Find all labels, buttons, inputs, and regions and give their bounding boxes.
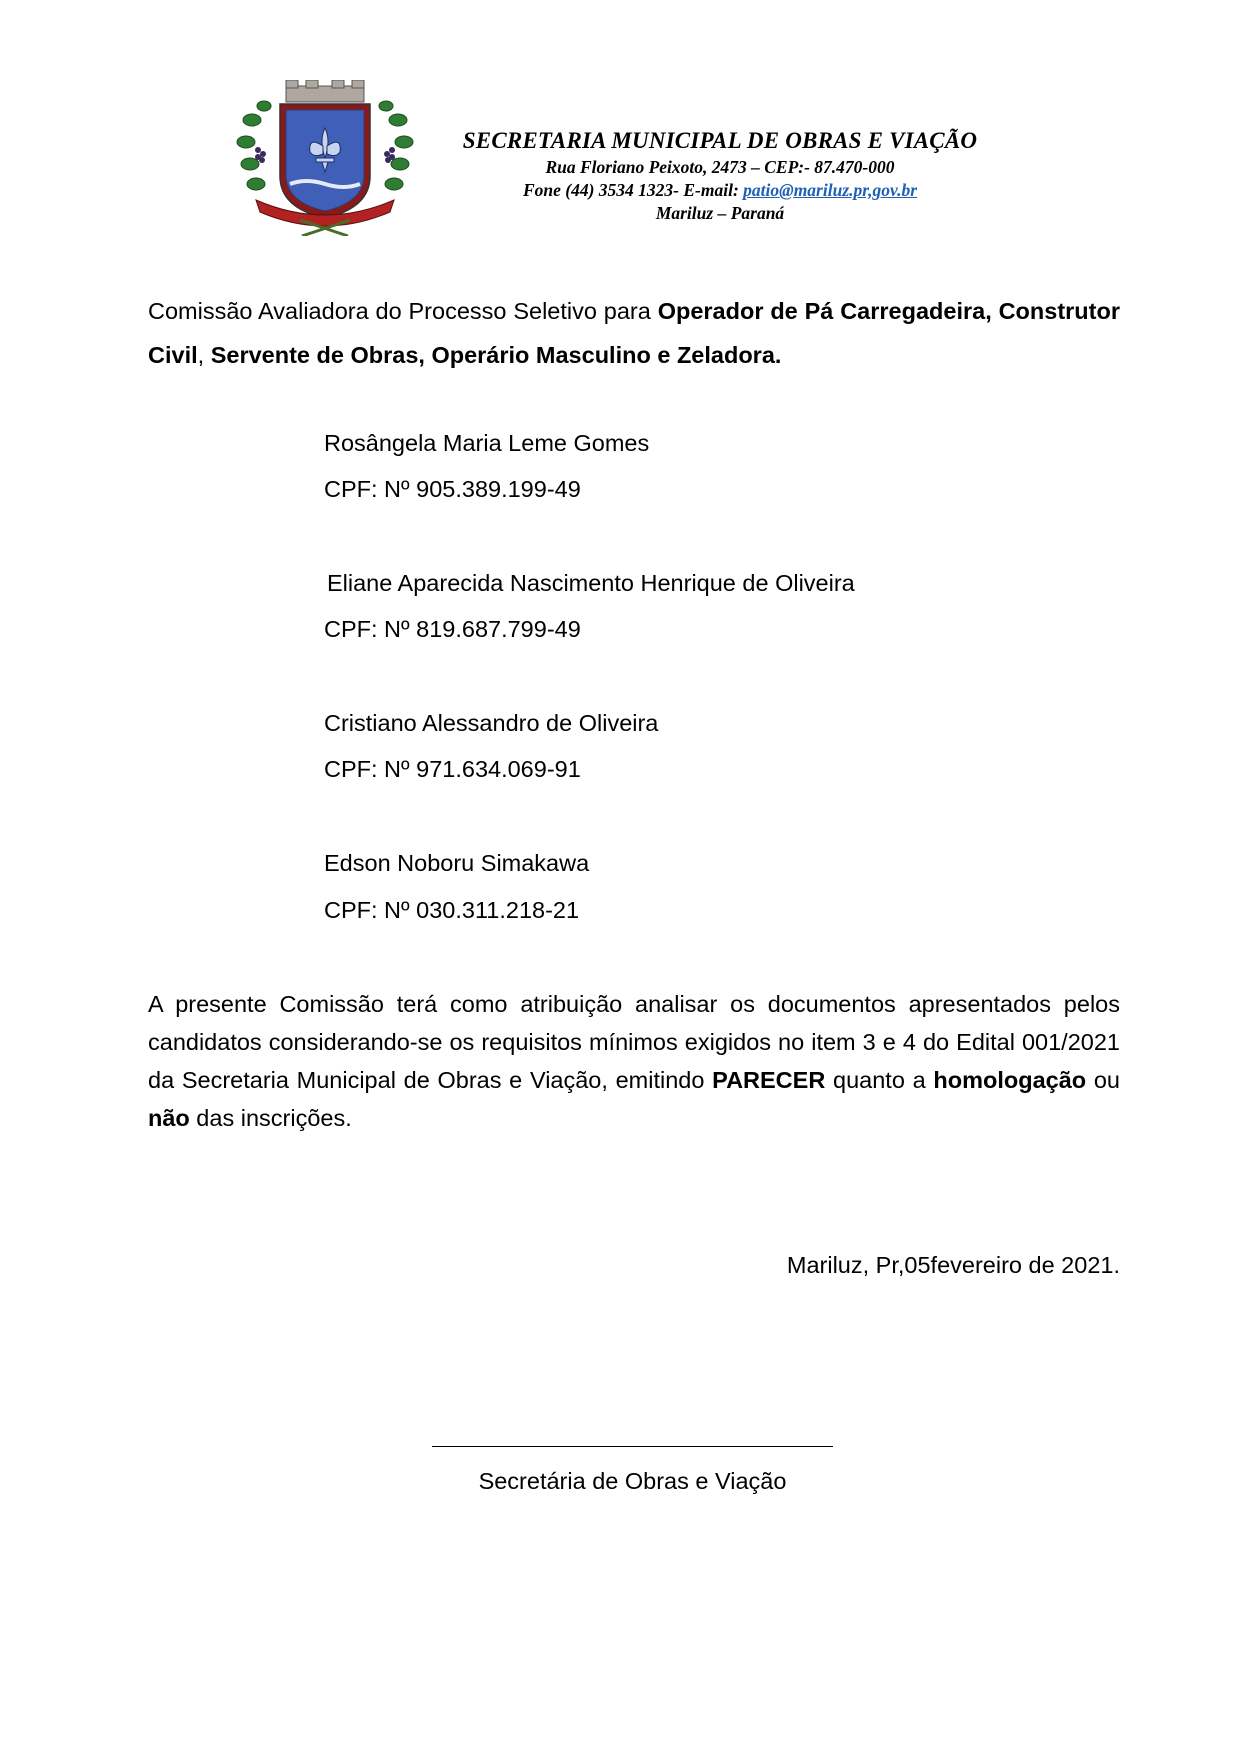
department-title: SECRETARIA MUNICIPAL DE OBRAS E VIAÇÃO bbox=[462, 128, 978, 153]
intro-text: Comissão Avaliadora do Processo Seletivo para bbox=[148, 298, 658, 324]
duties-text-4: das inscrições. bbox=[189, 1105, 352, 1131]
duties-parecer: PARECER bbox=[712, 1067, 826, 1093]
signature-line bbox=[432, 1446, 833, 1447]
municipal-crest-logo bbox=[236, 80, 414, 236]
intro-roles-1: Operador de Pá Carregadeira, Construtor Civil bbox=[148, 298, 1120, 368]
duties-text-2: quanto a bbox=[825, 1067, 934, 1093]
intro-paragraph bbox=[148, 289, 1120, 377]
member-name: Cristiano Alessandro de Oliveira bbox=[324, 710, 659, 736]
duties-text-3: ou bbox=[1086, 1067, 1120, 1093]
intro-roles-2: Servente de Obras, Operário Masculino e Zeladora bbox=[210, 342, 775, 368]
member-cpf: CPF: Nº 819.687.799-49 bbox=[324, 616, 581, 642]
member-cpf: CPF: Nº 030.311.218-21 bbox=[324, 897, 580, 923]
duties-paragraph bbox=[148, 985, 1120, 1137]
duties-homologacao: homologação bbox=[933, 1067, 1087, 1093]
document-date: Mariluz, Pr,05fevereiro de 2021. bbox=[786, 1252, 1120, 1278]
letterhead bbox=[400, 126, 1040, 225]
email-link[interactable]: patio@mariluz.pr,gov.br bbox=[743, 180, 918, 200]
member-cpf: CPF: Nº 971.634.069-91 bbox=[324, 756, 581, 782]
department-address: Rua Floriano Peixoto, 2473 – CEP:- 87.470-000 bbox=[545, 157, 895, 177]
intro-end: . bbox=[774, 342, 782, 368]
department-contact bbox=[400, 179, 1040, 202]
intro-separator: , bbox=[197, 342, 211, 368]
member-name: Edson Noboru Simakawa bbox=[324, 850, 590, 876]
member-name: Eliane Aparecida Nascimento Henrique de Oliveira bbox=[327, 570, 855, 596]
member-cpf: CPF: Nº 905.389.199-49 bbox=[324, 476, 581, 502]
member-name: Rosângela Maria Leme Gomes bbox=[324, 430, 650, 456]
duties-text-1: A presente Comissão terá como atribuição analisar os documentos apresentados pelos candidatos considerando-se os requisitos mínimos exigidos no item 3 e 4 do Edital 001/2021 da Secretaria Municipal de Obras e Viação, emitindo bbox=[148, 991, 1120, 1093]
phone-text: Fone (44) 3534 1323- E-mail: bbox=[522, 180, 744, 200]
duties-nao: não bbox=[148, 1105, 190, 1131]
department-city: Mariluz – Paraná bbox=[655, 203, 785, 223]
signature-label: Secretária de Obras e Viação bbox=[478, 1468, 787, 1494]
